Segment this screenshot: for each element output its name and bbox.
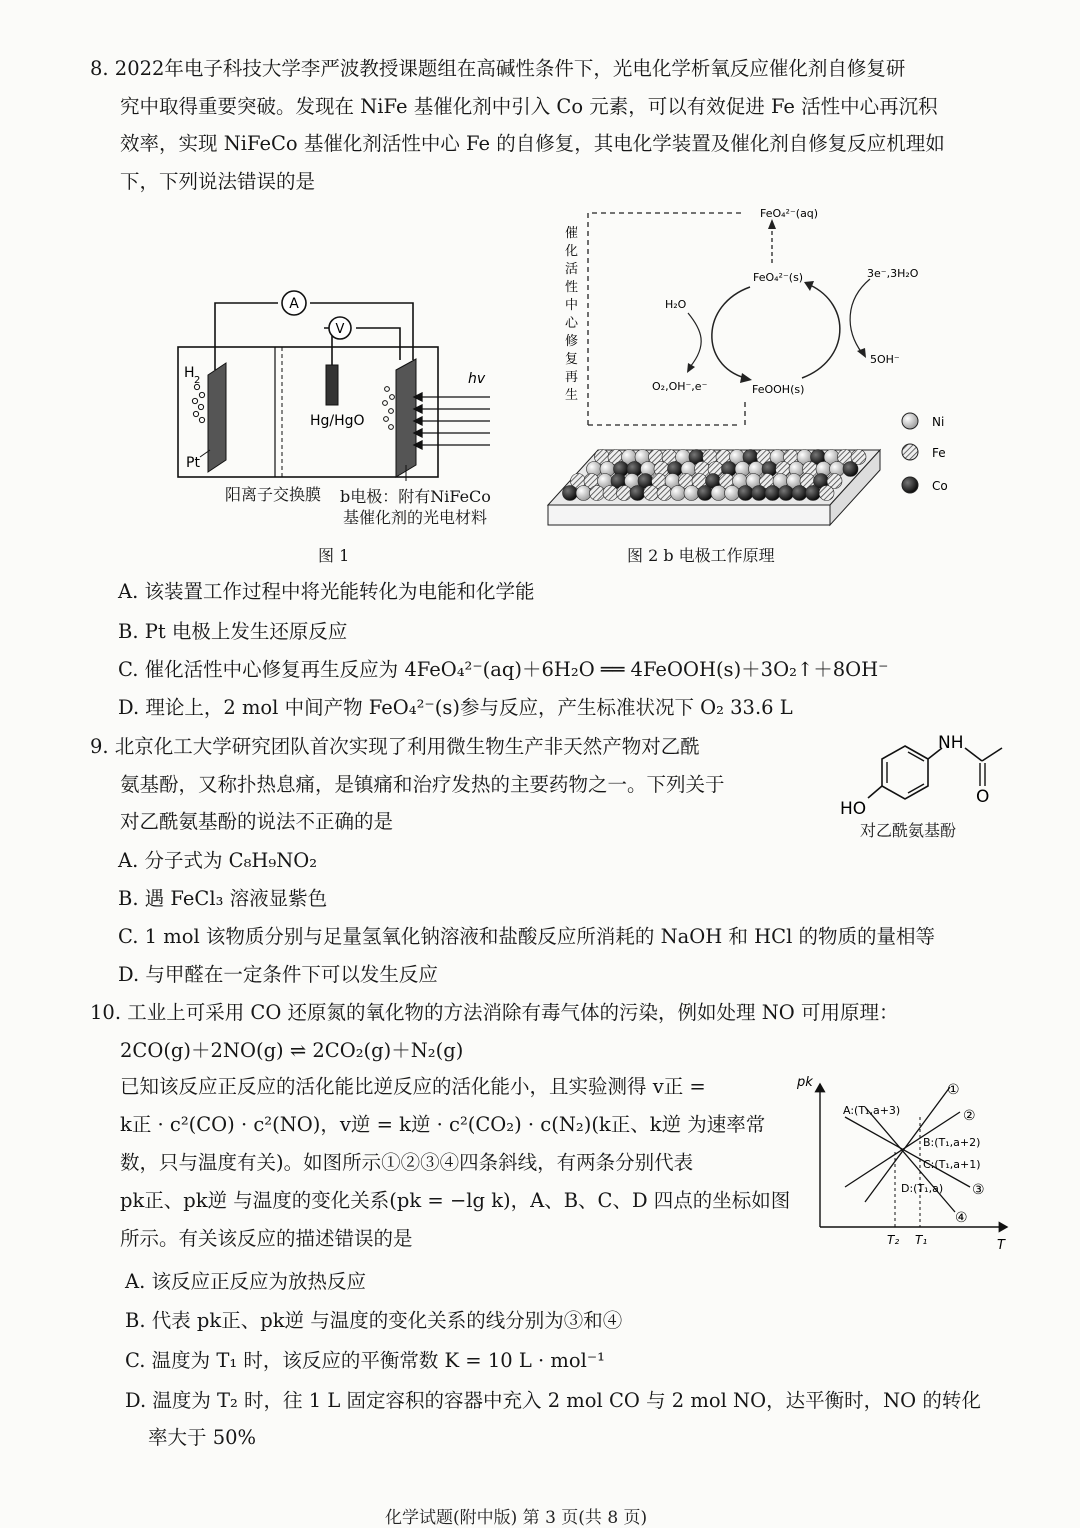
structure-caption: 对乙酰氨基酚 — [860, 821, 957, 840]
e3-label: 3e⁻,3H₂O — [867, 267, 919, 280]
q8-option-d: D. 理论上，2 mol 中间产物 FeO₄²⁻(s)参与反应，产生标准状况下 O₂ 33.6 L — [118, 696, 793, 719]
q10-option-a: A. 该反应正反应为放热反应 — [125, 1270, 366, 1293]
nh-label: NH — [938, 733, 964, 753]
ho-label: HO — [840, 799, 867, 819]
ni-legend-icon — [902, 413, 918, 429]
q8-line-1: 8. 2022年电子科技大学李严波教授课题组在高碱性条件下，光电化学析氧反应催化剂自修复研 — [90, 57, 906, 80]
membrane-label: 阳离子交换膜 — [225, 485, 322, 504]
catalyst-atom — [711, 486, 726, 501]
svg-text:复: 复 — [565, 352, 579, 367]
point-b-label: B:(T₁,a+2) — [923, 1136, 981, 1149]
svg-text:生: 生 — [565, 388, 579, 403]
point-a-label: A:(T₁,a+3) — [843, 1104, 901, 1117]
catalyst-atom — [792, 486, 807, 501]
pk-temperature-chart — [795, 1072, 1025, 1257]
fe-legend-icon — [902, 444, 918, 460]
tick-t2: T₂ — [887, 1233, 900, 1247]
o2-label: O₂,OH⁻,e⁻ — [652, 380, 708, 393]
q10-equation: 2CO(g)＋2NO(g) ⇌ 2CO₂(g)＋N₂(g) — [120, 1039, 464, 1062]
b-electrode-label-2: 基催化剂的光电材料 — [343, 508, 488, 527]
feo4-aq-label: FeO₄²⁻(aq) — [760, 207, 819, 220]
legend-co: Co — [932, 479, 948, 493]
catalyst-atom — [843, 462, 858, 477]
b-electrode-label-1: b电极：附有NiFeCo — [340, 487, 491, 506]
q9-line-2: 氨基酚，又称扑热息痛，是镇痛和治疗发热的主要药物之一。下列关于 — [120, 772, 725, 796]
q10-option-d-cont: 率大于 50% — [148, 1426, 257, 1449]
b-electrode — [396, 359, 416, 477]
q10-body-4: pk正、pk逆 与温度的变化关系(pk = −lg k)，A、B、C、D 四点的坐标如图 — [120, 1189, 791, 1212]
svg-text:再: 再 — [565, 370, 579, 385]
q8-option-c: C. 催化活性中心修复再生反应为 4FeO₄²⁻(aq)＋6H₂O ══ 4FeOOH(s)＋3O₂↑＋8OH⁻ — [118, 658, 889, 681]
reference-electrode — [326, 365, 338, 405]
svg-text:心: 心 — [565, 316, 579, 331]
catalyst-atom — [590, 486, 605, 501]
svg-text:修: 修 — [565, 334, 579, 349]
point-c-label: C:(T₁,a+1) — [923, 1158, 981, 1171]
pt-label: Pt — [186, 455, 200, 471]
tick-t1: T₁ — [915, 1233, 928, 1247]
catalyst-atom — [630, 486, 645, 501]
series-1-label: ① — [947, 1082, 960, 1098]
figure-2-mechanism — [540, 195, 970, 535]
light-label: hv — [468, 371, 486, 387]
catalyst-atom — [779, 486, 794, 501]
feo4-s-label: FeO₄²⁻(s) — [753, 271, 804, 284]
ref-label: Hg/HgO — [310, 413, 365, 429]
pt-electrode — [208, 363, 226, 472]
q9-option-a: A. 分子式为 C₈H₉NO₂ — [118, 849, 318, 872]
q8-option-b: B. Pt 电极上发生还原反应 — [118, 620, 348, 643]
q9-option-d: D. 与甲醛在一定条件下可以发生反应 — [118, 963, 438, 986]
svg-text:化: 化 — [565, 244, 579, 259]
q8-line-2: 究中取得重要突破。发现在 NiFe 基催化剂中引入 Co 元素，可以有效促进 Fe 活性中心再沉积 — [120, 94, 938, 118]
q10-option-b: B. 代表 pk正、pk逆 与温度的变化关系的线分别为③和④ — [125, 1309, 623, 1332]
catalyst-atom — [671, 486, 686, 501]
catalyst-atom — [603, 486, 618, 501]
point-d-label: D:(T₁,a) — [901, 1182, 944, 1195]
feooh-label: FeOOH(s) — [752, 383, 805, 396]
h2o-label: H₂O — [665, 298, 687, 311]
catalyst-atom — [563, 486, 578, 501]
catalyst-atom — [644, 486, 659, 501]
q10-body-5: 所示。有关该反应的描述错误的是 — [120, 1227, 413, 1250]
figure-2-caption: 图 2 b 电极工作原理 — [627, 546, 775, 565]
q10-body-2: k正 · c²(CO) · c²(NO)，v逆 = k逆 · c²(CO₂) · c(N₂)(k正、k逆 为速率常 — [120, 1113, 766, 1136]
h2-label: H — [184, 365, 195, 381]
catalyst-atom — [684, 486, 699, 501]
q10-body-1: 已知该反应正反应的活化能比逆反应的活化能小，且实验测得 v正 = — [120, 1075, 706, 1098]
series-4-label: ④ — [955, 1210, 968, 1226]
q9-line-3: 对乙酰氨基酚的说法不正确的是 — [120, 810, 394, 833]
svg-text:中: 中 — [565, 298, 579, 313]
q9-stem — [90, 728, 810, 841]
catalyst-atom — [819, 486, 834, 501]
q8-line-3: 效率，实现 NiFeCo 基催化剂活性中心 Fe 的自修复，其电化学装置及催化剂自修复反应机理如 — [120, 132, 945, 155]
q8-line-4: 下，下列说法错误的是 — [120, 169, 316, 193]
oh5-label: 5OH⁻ — [870, 353, 900, 366]
voltmeter-label: V — [335, 322, 345, 337]
q10-option-c: C. 温度为 T₁ 时，该反应的平衡常数 K = 10 L · mol⁻¹ — [125, 1349, 605, 1372]
page-footer: 化学试题(附中版) 第 3 页(共 8 页) — [385, 1508, 648, 1528]
side-label — [565, 225, 579, 403]
catalyst-atom — [725, 486, 740, 501]
catalyst-atom — [765, 486, 780, 501]
catalyst-atom — [576, 486, 591, 501]
series-2-label: ② — [963, 1108, 976, 1124]
ammeter-label: A — [289, 296, 299, 312]
legend-fe: Fe — [932, 446, 946, 460]
catalyst-atom — [806, 486, 821, 501]
series-3-label: ③ — [972, 1182, 985, 1198]
figure-1-caption: 图 1 — [318, 546, 350, 565]
catalyst-atom — [752, 486, 767, 501]
o-label: O — [976, 787, 990, 807]
catalyst-atom — [698, 486, 713, 501]
q9-option-c: C. 1 mol 该物质分别与足量氢氧化钠溶液和盐酸反应所消耗的 NaOH 和 HCl 的物质的量相等 — [118, 925, 936, 948]
svg-text:活: 活 — [565, 262, 579, 277]
q9-option-b: B. 遇 FeCl₃ 溶液显紫色 — [118, 887, 328, 910]
co-legend-icon — [902, 477, 918, 493]
q8-stem — [90, 50, 1020, 200]
q10-body — [120, 1068, 800, 1258]
x-axis-label: T — [997, 1238, 1005, 1253]
catalyst-atom — [738, 486, 753, 501]
catalyst-atom — [617, 486, 632, 501]
q9-line-1: 9. 北京化工大学研究团队首次实现了利用微生物生产非天然产物对乙酰 — [90, 735, 700, 758]
catalyst-atom — [657, 486, 672, 501]
svg-text:性: 性 — [565, 280, 579, 295]
svg-text:催: 催 — [565, 226, 579, 241]
series-3-line — [845, 1117, 970, 1187]
q10-body-3: 数，只与温度有关)。如图所示①②③④四条斜线，有两条分别代表 — [120, 1151, 694, 1174]
q10-line-1: 10. 工业上可采用 CO 还原氮的氧化物的方法消除有毒气体的污染，例如处理 NO 可用原理： — [90, 1001, 899, 1024]
y-axis-label: pk — [797, 1075, 813, 1090]
svg-text:2: 2 — [194, 375, 201, 386]
legend-ni: Ni — [932, 415, 945, 429]
catalyst-surface — [548, 450, 880, 526]
q8-option-a: A. 该装置工作过程中将光能转化为电能和化学能 — [118, 580, 535, 603]
q10-option-d: D. 温度为 T₂ 时，往 1 L 固定容积的容器中充入 2 mol CO 与 2 mol NO，达平衡时，NO 的转化 — [125, 1389, 981, 1412]
